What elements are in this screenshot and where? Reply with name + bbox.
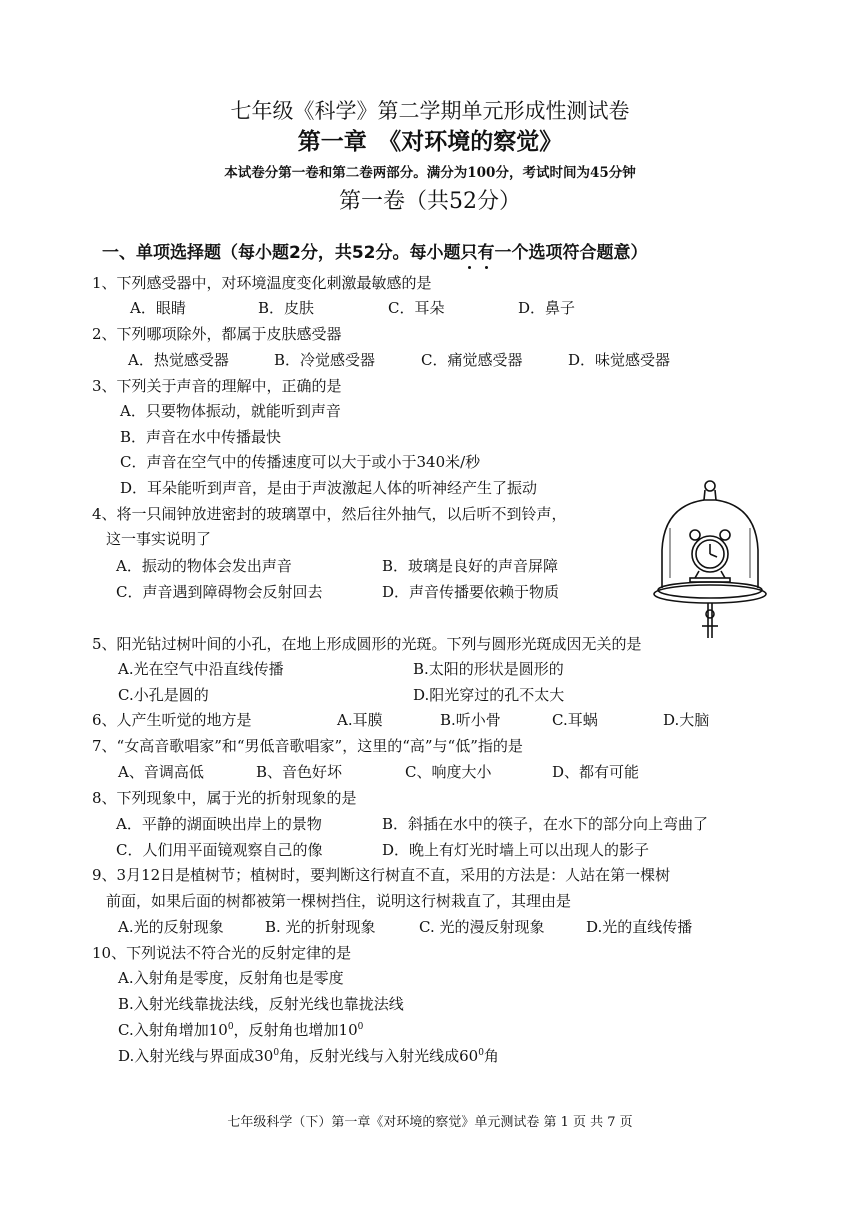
section-title-post: 个选项符合题意） xyxy=(511,243,648,263)
question-5-stem: 5、阳光钻过树叶间的小孔，在地上形成圆形的光斑。下列与圆形光斑成因无关的是 xyxy=(92,635,642,653)
question-7-stem: 7、“女高音歌唱家”和“男低音歌唱家”，这里的“高”与“低”指的是 xyxy=(92,737,523,755)
degree-mark: 0 xyxy=(478,1048,484,1058)
page-footer: 七年级科学（下）第一章《对环境的察觉》单元测试卷 第 1 页 共 7 页 xyxy=(227,1115,633,1130)
degree-mark: 0 xyxy=(273,1048,280,1058)
question-1-option-a: A．眼睛 xyxy=(130,299,186,317)
degree-mark: 0 xyxy=(227,1022,234,1032)
question-2-option-b: B．冷觉感受器 xyxy=(274,351,376,369)
question-6-option-d: D.大脑 xyxy=(663,711,710,729)
question-3-stem: 3、下列关于声音的理解中，正确的是 xyxy=(92,377,342,395)
question-8-option-a: A．平静的湖面映出岸上的景物 xyxy=(116,815,322,833)
question-9-option-d: D.光的直线传播 xyxy=(586,918,693,936)
question-5-option-b: B.太阳的形状是圆形的 xyxy=(413,660,564,678)
question-7-option-d: D、都有可能 xyxy=(552,763,640,781)
degree-mark: 0 xyxy=(357,1022,364,1032)
option-c-part1: C.入射角增加10 xyxy=(118,1021,228,1039)
question-10-option-d xyxy=(118,1046,499,1066)
question-9-option-c: C. 光的漫反射现象 xyxy=(419,918,545,936)
question-8-option-d: D．晚上有灯光时墙上可以出现人的影子 xyxy=(382,841,650,859)
question-6-stem: 6、人产生听觉的地方是 xyxy=(92,711,252,729)
question-3-option-a: A．只要物体振动，就能听到声音 xyxy=(120,402,341,420)
question-10-stem: 10、下列说法不符合光的反射定律的是 xyxy=(92,944,352,962)
question-6-option-a: A.耳膜 xyxy=(337,711,383,729)
question-4-option-c: C．声音遇到障碍物会反射回去 xyxy=(116,583,323,601)
question-10-option-a: A.入射角是零度，反射角也是零度 xyxy=(118,969,344,987)
question-8-option-b: B．斜插在水中的筷子，在水下的部分向上弯曲了 xyxy=(382,815,709,833)
question-3-option-d: D．耳朵能听到声音，是由于声波激起人体的听神经产生了振动 xyxy=(120,479,538,497)
question-1-stem: 1、下列感受器中，对环境温度变化刺激最敏感的是 xyxy=(92,274,432,292)
exam-note: 本试卷分第一卷和第二卷两部分。满分为100分，考试时间为45分钟 xyxy=(224,165,636,181)
question-4-stem-line2: 这一事实说明了 xyxy=(106,530,212,548)
question-4-option-d: D．声音传播要依赖于物质 xyxy=(382,583,560,601)
chapter-title: 第一章 《对环境的察觉》 xyxy=(297,129,563,155)
question-5-option-a: A.光在空气中沿直线传播 xyxy=(118,660,284,678)
question-3-option-b: B．声音在水中传播最快 xyxy=(120,428,282,446)
question-5-option-c: C.小孔是圆的 xyxy=(118,686,209,704)
question-9-stem-line1: 9、3月12日是植树节；植树时，要判断这行树直不直，采用的方法是：人站在第一棵树 xyxy=(92,866,671,884)
exam-title: 七年级《科学》第二学期单元形成性测试卷 xyxy=(230,99,630,123)
question-9-option-a: A.光的反射现象 xyxy=(118,918,224,936)
question-1-option-b: B．皮肤 xyxy=(258,299,315,317)
question-4-option-b: B．玻璃是良好的声音屏障 xyxy=(382,557,559,575)
question-10-option-b: B.入射光线靠拢法线，反射光线也靠拢法线 xyxy=(118,995,404,1013)
question-6-option-c: C.耳蜗 xyxy=(552,711,598,729)
question-2-option-a: A．热觉感受器 xyxy=(128,351,229,369)
section-title-pre: 一、单项选择题（每小题2分，共52分。每小题 xyxy=(102,243,461,263)
question-9-option-b: B. 光的折射现象 xyxy=(265,918,376,936)
section-heading xyxy=(102,238,648,263)
option-d-part1: D.入射光线与界面成30 xyxy=(118,1047,274,1065)
question-9-stem-line2: 前面，如果后面的树都被第一棵树挡住，说明这行树栽直了，其理由是 xyxy=(106,892,572,910)
option-d-part3: 角 xyxy=(483,1047,499,1065)
bell-jar-alarm-clock-icon xyxy=(650,478,770,648)
question-1-option-d: D．鼻子 xyxy=(518,299,576,317)
question-4-option-a: A．振动的物体会发出声音 xyxy=(116,557,292,575)
question-6-option-b: B.听小骨 xyxy=(440,711,501,729)
question-7-option-a: A、音调高低 xyxy=(118,763,204,781)
volume-title: 第一卷（共52分） xyxy=(339,189,521,214)
option-c-part2: ，反射角也增加10 xyxy=(233,1021,358,1039)
question-2-option-c: C．痛觉感受器 xyxy=(421,351,523,369)
question-8-stem: 8、下列现象中，属于光的折射现象的是 xyxy=(92,789,357,807)
question-10-option-c xyxy=(118,1020,363,1040)
question-1-option-c: C．耳朵 xyxy=(388,299,445,317)
question-7-option-c: C、响度大小 xyxy=(405,763,492,781)
question-2-stem: 2、下列哪项除外，都属于皮肤感受器 xyxy=(92,325,342,343)
emphasis-char-1: 只 xyxy=(460,243,478,263)
question-3-option-c: C．声音在空气中的传播速度可以大于或小于340米/秒 xyxy=(120,453,481,471)
question-7-option-b: B、音色好坏 xyxy=(256,763,343,781)
question-5-option-d: D.阳光穿过的孔不太大 xyxy=(413,686,565,704)
question-4-stem-line1: 4、将一只闹钟放进密封的玻璃罩中，然后往外抽气，以后听不到铃声， xyxy=(92,505,567,523)
emphasis-char-2: 有 xyxy=(477,243,495,263)
question-2-option-d: D．味觉感受器 xyxy=(568,351,671,369)
emphasis-char-3: 一 xyxy=(494,243,512,263)
question-8-option-c: C．人们用平面镜观察自己的像 xyxy=(116,841,323,859)
option-d-part2: 角，反射光线与入射光线成60 xyxy=(279,1047,479,1065)
